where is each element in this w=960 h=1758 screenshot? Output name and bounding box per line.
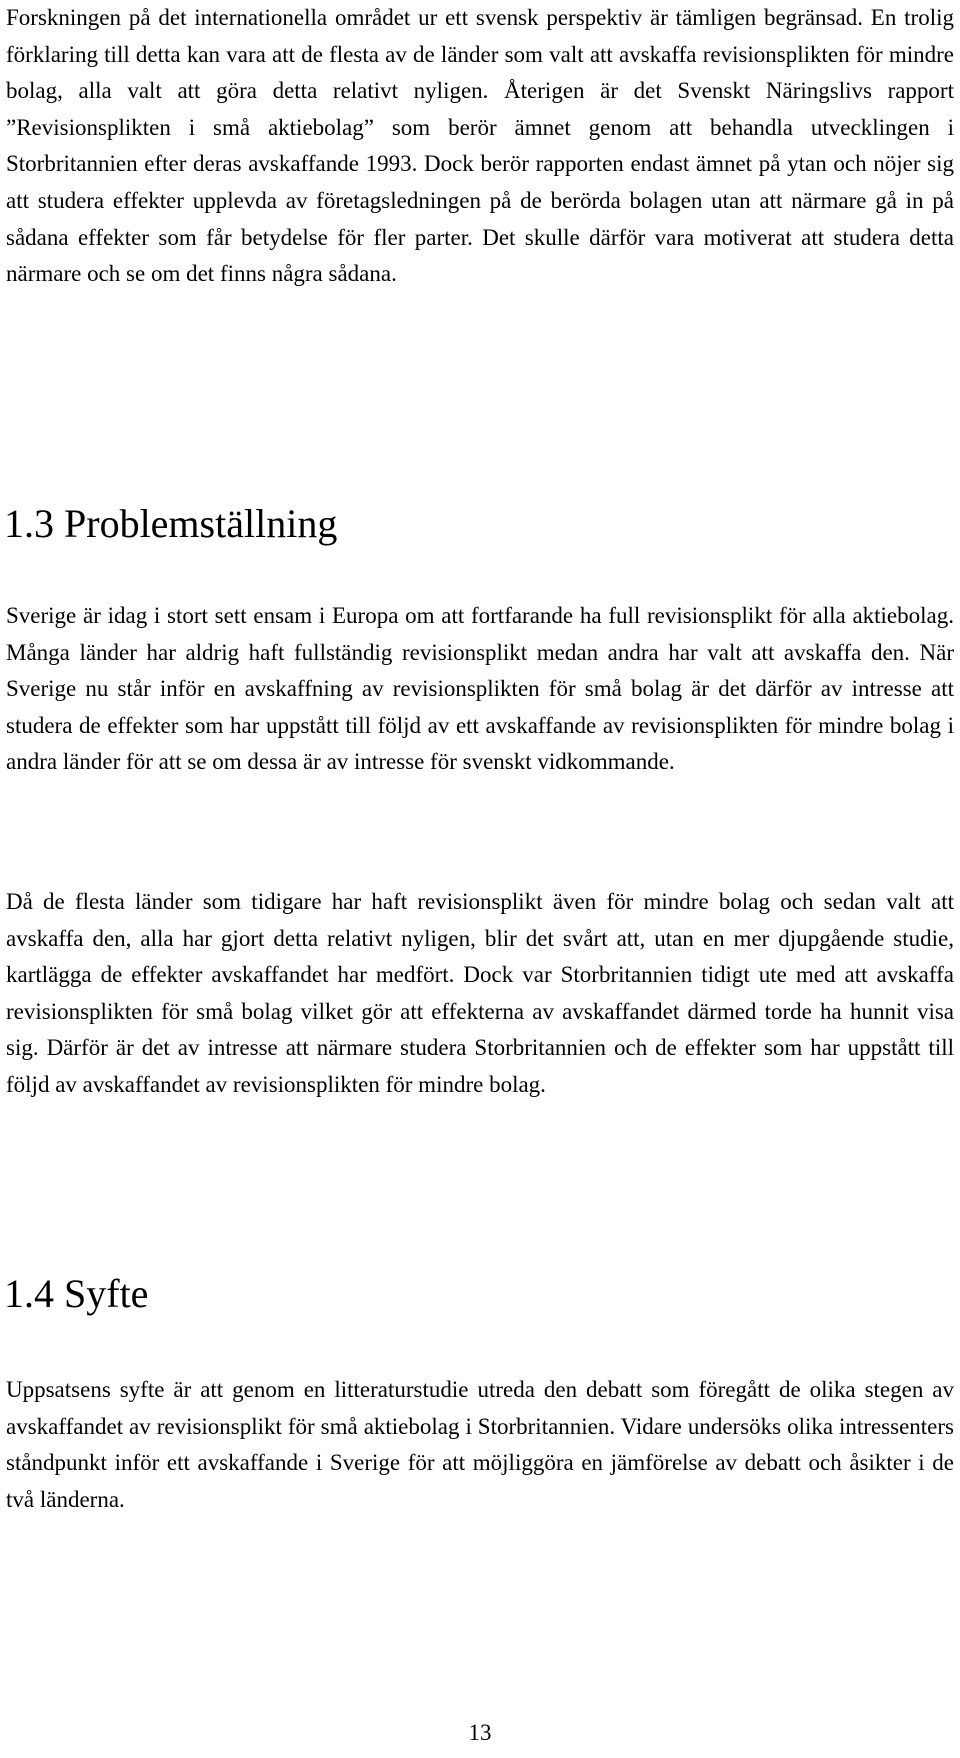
section-heading-problemstallning: 1.3 Problemställning [4, 501, 338, 546]
syfte-paragraph: Uppsatsens syfte är att genom en litteraturstudie utreda den debatt som föregått de olika stegen av avskaffandet av revisionsplikt för små aktiebolag i Storbritannien. Vidare undersöks olika intressenters ståndpunkt inför ett avskaffande i Sverige för att möjliggöra en jämförelse av debatt och åsikter i de två länderna. [6, 1377, 954, 1512]
intro-paragraph: Forskningen på det internationella området ur ett svensk perspektiv är tämligen begränsad. En trolig förklaring till detta kan vara att de flesta av de länder som valt att avskaffa revisionsplikten för mindre bolag, alla valt att göra detta relativt nyligen. Återigen är det Svenskt Näringslivs rapport ”Revisionsplikten i små aktiebolag” som berör ämnet genom att behandla utvecklingen i Storbritannien efter deras avskaffande 1993. Dock berör rapporten endast ämnet på ytan och nöjer sig att studera effekter upplevda av företagsledningen på de berörda bolagen utan att närmare gå in på sådana effekter som får betydelse för fler parter. Det skulle därför vara motiverat att studera detta närmare och se om det finns några sådana. [6, 5, 954, 287]
page-number: 13 [468, 1720, 492, 1745]
problemstallning-paragraph-2: Då de flesta länder som tidigare har haft revisionsplikt även för mindre bolag och sedan valt att avskaffa den, alla har gjort detta relativt nyligen, blir det svårt att, utan en mer djupgående studie, kartlägga de effekter avskaffandet har medfört. Dock var Storbritannien tidigt ute med att avskaffa revisionsplikten för små bolag vilket gör att effekterna av avskaffandet därmed torde ha hunnit visa sig. Därför är det av intresse att närmare studera Storbritannien och de effekter som har uppstått till följd av avskaffandet av revisionsplikten för mindre bolag. [6, 889, 954, 1097]
problemstallning-paragraph-1: Sverige är idag i stort sett ensam i Europa om att fortfarande ha full revisionsplikt för alla aktiebolag. Många länder har aldrig haft fullständig revisionsplikt medan andra har valt att avskaffa den. När Sverige nu står inför en avskaffning av revisionsplikten för små bolag är det därför av intresse att studera de effekter som har uppstått till följd av ett avskaffande av revisionsplikten för mindre bolag i andra länder för att se om dessa är av intresse för svenskt vidkommande. [6, 603, 954, 775]
section-heading-syfte: 1.4 Syfte [4, 1271, 149, 1316]
